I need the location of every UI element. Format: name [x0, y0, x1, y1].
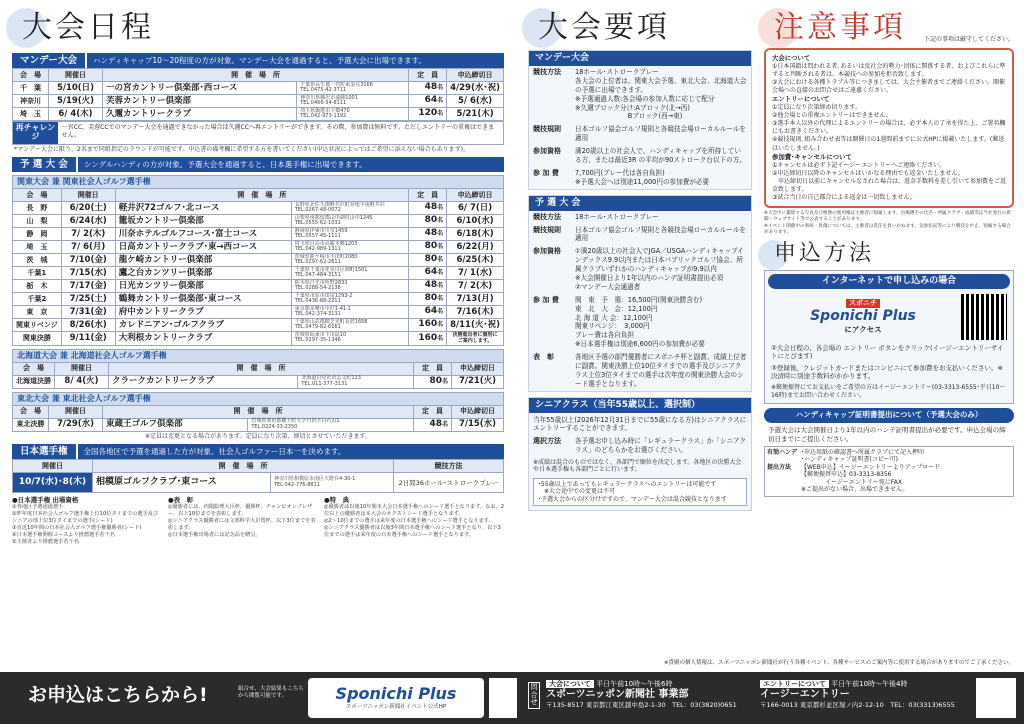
table-header-row: [13, 69, 504, 82]
award-text: ◎優勝者には、内閣総理大臣杯、優勝杯、チャンピオンブレザー、以下10位までを表彰します。 ◎シニアクラス優勝者には文部科学大臣賞杯、以下3位までを表彰します。 ◎日本選手権出場者には記念品を贈呈。: [168, 504, 316, 539]
logo-main: Sponichi Plus: [810, 307, 916, 324]
course-cell: 大利根カントリークラブ: [115, 332, 291, 346]
logo-top: スポニチ: [846, 299, 880, 308]
hokkaido-table: [12, 362, 504, 389]
deadline-cell: 6/18(木): [447, 228, 504, 241]
japan-address: 神奈川県相模原市南区大野台4-30-1 TEL.042-776-8811: [270, 473, 393, 493]
japan-date: 10/7(水)･8(木): [13, 473, 93, 493]
table-header-row: [13, 362, 504, 375]
rule-value: 日本ゴルフ協会ゴルフ規則と各競技会場ローカルルールを適用: [575, 125, 747, 143]
yosen-label: 予 選 大 会: [12, 157, 78, 172]
rechallenge-label: 再チャレンジ: [13, 122, 58, 144]
award-title: ●表 彰: [168, 496, 194, 505]
yosen-rules: [528, 195, 752, 392]
capacity-cell: 80名: [409, 241, 447, 254]
address-cell: 千葉県市原市田尾1293-2 TEL.0436-88-2211: [291, 293, 408, 306]
address-cell: 北海道岩見沢市志文町113 TEL.011-377-3131: [298, 375, 414, 388]
table-header-cell: 定 員: [414, 405, 452, 418]
venue-cell: 北海道決勝: [13, 375, 55, 388]
notes-pay-head: 参加費･キャンセルについて: [772, 152, 852, 161]
notes-column: [764, 0, 1014, 497]
footer-entry-qr-icon[interactable]: [976, 678, 1016, 718]
date-cell: 6/24(水): [61, 215, 115, 228]
footer-bar: [0, 672, 1024, 724]
rule-value: 満20歳以上の社会人で、ハンディキャップを所持している方、または最近3R の平均が90ストローク台以下の方。: [575, 147, 746, 165]
table-header-row: [13, 405, 504, 418]
yosen-rules-bar: 予 選 大 会: [529, 196, 751, 211]
address-cell: 静岡県伊東市川奈1459 TEL.0557-45-1111: [291, 228, 408, 241]
notes-entry-head: エントリーについて: [772, 94, 830, 103]
course-cell: 鷹之台カンツリー倶楽部: [115, 267, 291, 280]
address-cell: 神奈川県藤沢市遠藤1001 TEL.0466-34-8111: [297, 95, 409, 108]
rule-item: [529, 294, 751, 351]
course-cell: 龍ケ崎カントリー倶楽部: [115, 254, 291, 267]
notes-title: 注意事項: [764, 6, 1014, 50]
table-header-cell: 会 場: [13, 69, 49, 82]
japan-label: 日本選手権: [12, 444, 78, 459]
footer-taikai-org: スポーツニッポン新聞社 事業部: [546, 688, 689, 700]
capacity-cell: 160名: [409, 319, 447, 332]
handicap-submit-key: 提出方法: [767, 463, 792, 471]
footer-inquiry-label: 問合せ: [528, 682, 540, 709]
date-cell: 6/ 4(木): [49, 108, 103, 121]
table-row[interactable]: [13, 267, 504, 280]
course-cell: 日光カンツリー倶楽部: [115, 280, 291, 293]
venue-cell: 栃 木: [13, 280, 62, 293]
footer-cta-sub: 組合せ、大会結果もこちらから閲覧可能です。: [238, 686, 304, 700]
date-cell: 7/15(水): [61, 267, 115, 280]
japan-header: [12, 444, 504, 459]
date-cell: 7/ 2(木): [61, 228, 115, 241]
deadline-cell: 7/ 1(水): [447, 267, 504, 280]
rule-key: 競技規則: [533, 225, 561, 234]
japan-course: 相模原ゴルフクラブ･東コース: [93, 473, 271, 493]
footer-entry-address: 〒166-0013 東京都杉並区堀ノ内2-12-10 TEL：03(3313)6555: [760, 701, 955, 710]
deadline-cell: 決勝進出者に個別にご案内します。: [447, 332, 504, 346]
address-cell: 埼玉県飯能市下畑470 TEL.042-973-1192: [297, 108, 409, 121]
notes-taikai: ①日本国籍は問われる者､あるいは反社会的勢力･団体に関係する者、およびこれらに準ずると判断される者は、本競技への参加を拒否致します。 ②大会における各種トラブル等につきましては、大会主催者までご連絡ください。開催会場への直接のお問合せはご遠慮ください。: [772, 62, 1006, 94]
rules-title: 大会要項: [528, 6, 752, 50]
address-cell: 埼玉県日高市高麗本郷1203 TEL.042-989-1311: [291, 241, 408, 254]
course-cell: 川奈ホテルゴルフコース･富士コース: [115, 228, 291, 241]
table-header-cell: 会 場: [13, 405, 49, 418]
table-header-cell: 申込締切日: [452, 405, 504, 418]
notes-small-1: ※大会中に撮影する写真及び映像の使用権は主催者に帰属します。出場選手の氏名・所属クラブ・成績等は当社発行の新聞・ウェブサイト等で公表することがあります。: [764, 211, 1011, 223]
address-cell: 千葉県山武郡横芝光町長倉1658 TEL.0479-82-6161: [291, 319, 408, 332]
venue-cell: 千葉1: [13, 267, 62, 280]
venue-cell: 静 岡: [13, 228, 62, 241]
rules-column: [528, 0, 752, 511]
table-row[interactable]: [13, 375, 504, 388]
footer-entry-key: エントリーについて: [760, 680, 829, 688]
apply-title: 申込方法: [764, 238, 1014, 270]
table-header-cell: 開 催 場 所: [115, 189, 408, 202]
table-header-cell: 開催日: [49, 69, 103, 82]
senior-note: ※成績は混合のものではなく、各部門で順位を決定します。各地区の決勝大会や日本選手権も各部門ごとに行います。: [533, 458, 742, 474]
address-cell: 茨城県坂東市下出島10 TEL.0297-35-1346: [291, 332, 408, 346]
deadline-cell: 4/29(水･祝): [447, 82, 504, 95]
table-header-cell: 開 催 場 所: [109, 362, 414, 375]
date-cell: 8/26(水): [61, 319, 115, 332]
handicap-box: [764, 446, 1014, 497]
senior-method-key: 選択方法: [533, 437, 561, 446]
footer-logo-main: Sponichi Plus: [335, 684, 457, 703]
deadline-cell: 6/25(木): [447, 254, 504, 267]
footer-cta: お申込はこちらから!: [28, 684, 208, 706]
notes-pay: ①キャンセルは必ず下記イージーエントリーへご連絡ください。 ②申込締切日以降のキャンセルはいかなる理由でも返金いたしません。 申込締切日以前にキャンセルなされた場合は、返金手数料を差し引いて参加費をご返金致します。 ③試合当日の自己都合による返金は一切致しません。: [772, 161, 1007, 202]
date-cell: 6/20(土): [61, 202, 115, 215]
address-cell: 長野県北佐久郡軽井沢町発地字南軽井沢 TEL.0267-48-0072: [291, 202, 408, 215]
table-row[interactable]: [13, 215, 504, 228]
venue-cell: 東北決勝: [13, 418, 49, 431]
rule-item: [529, 167, 751, 189]
venue-cell: 埼 玉: [13, 241, 62, 254]
capacity-cell: 80名: [414, 375, 452, 388]
rechallenge-text: 一宮CC、芙蓉CCでのマンデー大会を通過できなかった場合は久邇CCへ再エントリーができます。その際、参加費は無料です。ただしエントリーの重複はできません。: [61, 124, 494, 139]
japan-th-method: 競技方法: [394, 460, 504, 473]
japan-details: [12, 496, 504, 546]
rule-value: ①満20歳以上の社会人でJGA／USGAハンディキャップインデックス9.9以内または日本パブリックゴルフ協会、所属クラブいずれかのハンディキャップが9.9以内 ※大会開催日より1年以内のハンデ証明書提出必須 ②マンデー大会通過者: [575, 247, 744, 291]
course-cell: 軽井沢72ゴルフ･北コース: [115, 202, 291, 215]
japan-th-date: 開催日: [13, 460, 93, 473]
hokkaido-subhead: 北海道大会 兼 北海道社会人ゴルフ選手権: [12, 349, 504, 362]
rule-key: 表 彰: [533, 353, 554, 362]
deadline-cell: 5/ 6(水): [447, 95, 504, 108]
senior-method-value: 各予選お申し込み時に「レギュラークラス」か「シニアクラス」のどちらかをお選びください。: [575, 437, 747, 455]
table-row[interactable]: [13, 332, 504, 346]
qr-code-icon[interactable]: [961, 294, 1007, 340]
monday-desc: ハンディキャップ10～20程度の方が対象。マンデー大会を通過すると、予選大会に出場できます。: [93, 55, 426, 65]
table-header-cell: 開催日: [49, 405, 103, 418]
rule-item: [529, 224, 751, 246]
rule-item: [529, 245, 751, 293]
date-cell: 7/31(金): [61, 306, 115, 319]
japan-th-place: 開 催 場 所: [93, 460, 394, 473]
apply-net-bar: インターネットで申し込みの場合: [768, 274, 1010, 289]
course-cell: 一の宮カントリー倶楽部･西コース: [103, 82, 297, 95]
handicap-text: 予選大会は大会開催日より1年以内のハンデ証明書提出が必要です。申込会場の締切日までにご提出ください。: [768, 426, 1006, 443]
rule-item: [529, 123, 751, 145]
rule-key: 競技方法: [533, 212, 561, 221]
benefit-title: ●特 典: [324, 496, 350, 505]
rule-item: [529, 351, 751, 391]
handicap-submit-value: 【WEB申込】イージーエントリーよりアップロード 【郵便振替申込】03-3313-8356 イージーエントリー宛にFAX ※ご提出がない場合、出場できません。: [801, 463, 941, 494]
japan-desc: 全国各地区で予選を通過した方が対象。社会人ゴルファー日本一を決めます。: [83, 446, 346, 456]
footer-entry-contact: [760, 680, 970, 709]
benefit-text: ◎優勝者は以後10年間本大会日本選手権へのシード選手となります。なお、2位以上の優勝者は本大会のネクストシード選手となります。 ◎2～10位までの選手は来年度の日本選手権へのシード選手となります。 ◎シニアクラス優勝者は以後3年間日本選手権へのシード選手となり、以下3位までの選手は来年度の日本選手権へのシード選手となります。: [324, 504, 505, 539]
tohoku-subhead: 東北大会 兼 東北社会人ゴルフ選手権: [12, 392, 504, 405]
date-cell: 5/19(火): [49, 95, 103, 108]
capacity-cell: 48名: [409, 280, 447, 293]
footer-taikai-key: 大会について: [546, 680, 594, 688]
qualification-block: [12, 496, 162, 546]
date-cell: 7/25(土): [61, 293, 115, 306]
table-header-cell: 会 場: [13, 189, 62, 202]
japan-table: [12, 459, 504, 493]
table-header-cell: 申込締切日: [447, 189, 504, 202]
monday-header: [12, 53, 504, 68]
course-cell: 鶴舞カントリー倶楽部･東コース: [115, 293, 291, 306]
table-row[interactable]: [13, 418, 504, 431]
rule-key: 参 加 費: [533, 168, 559, 177]
senior-rules: [528, 397, 752, 512]
date-cell: 8/ 4(火): [55, 375, 109, 388]
rule-value: 18ホール･ストロークプレー 各大会の上位者は、関東大会予選、東北大会、北海道大会の予選に出場できます。 ※予選通過人数:各会場の参加人数に応じて配分 ※久邇ブロック分け:Aブロック(北→西) Bブロック(西→東): [575, 68, 747, 121]
venue-cell: 茨 城: [13, 254, 62, 267]
date-cell: 5/10(日): [49, 82, 103, 95]
table-header-row: [13, 189, 504, 202]
course-cell: 籠坂カントリー倶楽部: [115, 215, 291, 228]
capacity-cell: 160名: [409, 332, 447, 346]
course-cell: クラークカントリークラブ: [109, 375, 298, 388]
capacity-cell: 48名: [409, 228, 447, 241]
handicap-valid-value: ･申込用紙の確認書へ所属クラブにて記入押印 ･ハンディキャップ証明書(コピー可): [801, 448, 925, 464]
handicap-valid-key: 有効ハンデ: [767, 448, 798, 456]
venue-cell: 関東リベンジ: [13, 319, 62, 332]
qualification-title: ●日本選手権 出場資格: [12, 496, 79, 505]
schedule-title: 大会日程: [12, 6, 504, 50]
venue-cell: 神奈川: [13, 95, 49, 108]
venue-cell: 埼 玉: [13, 108, 49, 121]
rule-key: 参 加 費: [533, 295, 559, 304]
capacity-cell: 64名: [409, 95, 447, 108]
table-header-cell: 定 員: [414, 362, 452, 375]
deadline-cell: 6/ 7(日): [447, 202, 504, 215]
date-cell: 7/29(水): [49, 418, 103, 431]
table-header-cell: 開 催 場 所: [103, 405, 414, 418]
capacity-cell: 48名: [414, 418, 452, 431]
course-cell: 芙蓉カントリー倶楽部: [103, 95, 297, 108]
table-row[interactable]: [13, 82, 504, 95]
yosen-note: ※定員は変更となる場合があります。定員になり次第、締切とさせていただきます。: [144, 432, 372, 440]
apply-box: [764, 270, 1014, 405]
japan-method: 2日間36ホール･ストロークプレー: [394, 473, 504, 493]
table-row[interactable]: [13, 228, 504, 241]
venue-cell: 東 京: [13, 306, 62, 319]
deadline-cell: 7/21(火): [452, 375, 504, 388]
venue-cell: 山 梨: [13, 215, 62, 228]
footer-entry-hours: 平日午前10時～午後4時: [831, 680, 908, 688]
award-block: [168, 496, 318, 546]
table-row[interactable]: [13, 108, 504, 121]
notes-box: [764, 48, 1014, 209]
address-cell: 宮城県刈田郡蔵王町大字円田字白石山1 TEL.0224-33-2350: [248, 418, 414, 431]
qualification-text: ①各地区予選通過選手 ②昨年度日本社会人ゴルフ選手権上位10位タイまでの選手及びシニアの部上位3位タイまでの選手(シード) ③直近10年間の日本社会人ゴルフ選手権優勝者(シード) ④日本選手権開催コースより推薦選手若干名 ⑤主催者より推薦選手若干名: [12, 504, 159, 546]
deadline-cell: 7/15(水): [452, 418, 504, 431]
rule-value: 関 東 予 選：16,500円(関東決勝含む) 東 北 大 会：12,100円 北 海 道 大 会：12,100円 関東リベンジ： 3,000円 プレー費は各自負担 ※日本選手権は別途6,600円の参加費が必要: [575, 295, 705, 349]
table-row[interactable]: [13, 254, 504, 267]
senior-text: 当年55歳以上(2026年12月31日までに55歳になる方)はシニアクラスにエントリーすることができます。: [533, 415, 747, 432]
course-cell: 東蔵王ゴルフ倶楽部: [103, 418, 248, 431]
senior-box: ･55歳以上であってもレギュラークラスへのエントリーは可能です ※大会途中での変更は不可 ･予選大会からの区分けですので、マンデー大会は混合競技となります: [533, 478, 747, 507]
course-cell: カレドニアン･ゴルフクラブ: [115, 319, 291, 332]
course-cell: 日高カントリークラブ･東→西コース: [115, 241, 291, 254]
sponichi-logo[interactable]: [771, 299, 955, 335]
tohoku-table: [12, 405, 504, 432]
venue-cell: 長 野: [13, 202, 62, 215]
kanto-table: [12, 188, 504, 346]
monday-label: マンデー大会: [12, 53, 87, 68]
yosen-header: [12, 157, 504, 172]
address-cell: 千葉県長生郡一宮町東浪見3166 TEL.0475-42-3711: [297, 82, 409, 95]
address-cell: 栃木県日光市所野2833 TEL.0288-54-2138: [291, 280, 408, 293]
senior-method: [529, 435, 751, 457]
rule-value: 7,700円(プレー代は各自負担) ※予選大会へは別途11,000円の参加費が必要: [575, 168, 710, 186]
table-header-cell: 定 員: [409, 189, 447, 202]
capacity-cell: 64名: [409, 267, 447, 280]
rule-key: 参加資格: [533, 247, 561, 256]
footer-taikai-hours: 平日午前10時～午後6時: [596, 680, 673, 688]
benefit-block: [324, 496, 504, 546]
rule-key: 参加資格: [533, 147, 561, 156]
table-row[interactable]: [13, 280, 504, 293]
table-header-cell: 会 場: [13, 362, 55, 375]
date-cell: 7/ 6(月): [61, 241, 115, 254]
footer-taikai-contact: [546, 680, 756, 709]
deadline-cell: 8/11(火･祝): [447, 319, 504, 332]
capacity-cell: 80名: [409, 254, 447, 267]
monday-table: [12, 68, 504, 121]
apply-step-4: ※郵便振替にてお支払いをご希望の方はイージーエントリー(03-3313-6555･平日10～16時)までお問い合わせください。: [771, 384, 1006, 399]
notes-taikai-head: 大会について: [772, 53, 811, 62]
footer-qr-icon[interactable]: [489, 678, 517, 718]
venue-cell: 千 葉: [13, 82, 49, 95]
table-header-cell: 開催日: [55, 362, 109, 375]
kanto-subhead: 関東大会 兼 関東社会人ゴルフ選手権: [12, 175, 504, 188]
footer-logo-sub: スポーツニッポン新聞社イベント公式HP: [345, 704, 447, 710]
apply-step-2: ②大会日程の、各会場の エントリー ボタンをクリック(イージーエントリーサイトにとびます): [771, 343, 1004, 361]
table-row[interactable]: [13, 95, 504, 108]
monday-note: *マンデー大会に限り、2名まで同組指定のラウンドが可能です。申込書の備考欄に希望する方を書いてください(申込状況によってはご希望に添えない場合もあります)。: [14, 145, 470, 153]
deadline-cell: 6/22(月): [447, 241, 504, 254]
table-row[interactable]: [13, 241, 504, 254]
table-row[interactable]: [13, 319, 504, 332]
venue-cell: 関東決勝: [13, 332, 62, 346]
date-cell: 7/17(金): [61, 280, 115, 293]
capacity-cell: 80名: [409, 215, 447, 228]
schedule-column: [12, 0, 504, 546]
table-row[interactable]: [13, 293, 504, 306]
address-cell: 茨城県龍ケ崎市半田町2080 TEL.0297-62-2611: [291, 254, 408, 267]
apply-step-3: ③登録後、クレジットカードまたはコンビニにて参加費をお支払いください。※決済時に別途手数料がかかります。: [771, 364, 1003, 381]
table-header-cell: 申込締切日: [452, 362, 504, 375]
date-cell: 9/11(金): [61, 332, 115, 346]
notes-entry: ①定員になり次第締め切ります。 ②他会場との重複エントリーはできません。 ③選手本人以外の代理によるエントリーの場合は、必ず本人の了承を得た上、ご署名欄にもお書きください。 ④競技規則､組み合わせ表等は開催日の1週間前までに公式HPに掲載いたします。(郵送はいたしません。): [772, 104, 1006, 152]
capacity-cell: 120名: [409, 108, 447, 121]
venue-cell: 千葉2: [13, 293, 62, 306]
deadline-cell: 5/21(木): [447, 108, 504, 121]
rule-key: 競技規則: [533, 125, 561, 134]
monday-rules-bar: マンデー大会: [529, 51, 751, 66]
deadline-cell: 7/16(木): [447, 306, 504, 319]
yosen-desc: シングルハンディの方が対象。予選大会を通過すると、日本選手権に出場できます。: [83, 159, 367, 169]
table-row[interactable]: [13, 306, 504, 319]
capacity-cell: 80名: [409, 293, 447, 306]
capacity-cell: 48名: [409, 82, 447, 95]
course-cell: 久邇カントリークラブ: [103, 108, 297, 121]
deadline-cell: 6/10(水): [447, 215, 504, 228]
deadline-cell: 7/13(月): [447, 293, 504, 306]
date-cell: 7/10(金): [61, 254, 115, 267]
rule-value: 日本ゴルフ協会ゴルフ規則と各競技会場ローカルルールを適用: [575, 225, 747, 243]
footer-logo[interactable]: [308, 678, 484, 718]
table-row[interactable]: [13, 202, 504, 215]
table-header-cell: 定 員: [409, 69, 447, 82]
table-header-cell: 開催日: [61, 189, 115, 202]
footer-entry-org: イージーエントリー: [760, 688, 850, 700]
rule-value: 各地区予選の部門優勝者にスポニチ杯と副賞、成績上位者に副賞。関東決勝上位10位タイまでの選手及びシニアクラス上位3位タイまでの選手は次年度の関東決勝大会のシード選手となります。: [575, 353, 747, 388]
table-header-cell: 申込締切日: [447, 69, 504, 82]
notes-subnote: 下記の事項は厳守してください。: [923, 36, 1014, 43]
footer-taikai-address: 〒135-8517 東京都江東区越中島2-1-30 TEL：03(3820)0651: [546, 701, 737, 710]
capacity-cell: 48名: [409, 202, 447, 215]
course-cell: 府中カントリークラブ: [115, 306, 291, 319]
access-text: にアクセス: [844, 325, 882, 335]
address-cell: 山梨県南都留郡山中湖村山中1245 TEL.0555-62-1031: [291, 215, 408, 228]
address-cell: 千葉県千葉市花見川区畑町1501 TEL.047-484-3151: [291, 267, 408, 280]
rule-key: 競技方法: [533, 68, 561, 76]
notes-small-2: ※イベント開催中の事故・負傷については、主催者は責任を負いかねます。気象状況等により競技を中止、短縮する場合があります。: [764, 223, 1011, 235]
privacy-note: ※貴殿の個人情報は、スポーツニッポン新聞社が行う各種イベント、各種サービスのご案内等に使用する場合がありますのでご了承ください。: [663, 660, 1014, 666]
rule-item: [529, 66, 751, 123]
rule-value: 18ホール･ストロークプレー: [575, 212, 659, 221]
deadline-cell: 7/ 2(木): [447, 280, 504, 293]
senior-rules-bar: シニアクラス（当年55歳以上、選択制）: [529, 398, 751, 413]
address-cell: 東京都多摩市中沢1-41-1 TEL.042-374-3131: [291, 306, 408, 319]
rechallenge-box: [12, 121, 504, 145]
table-header-cell: 開 催 場 所: [103, 69, 409, 82]
rule-item: [529, 145, 751, 167]
apply-access: [765, 292, 1013, 342]
capacity-cell: 64名: [409, 306, 447, 319]
rule-item: [529, 211, 751, 224]
handicap-bar: ハンディキャップ証明書提出について（予選大会のみ）: [764, 408, 1014, 423]
monday-rules: [528, 50, 752, 190]
